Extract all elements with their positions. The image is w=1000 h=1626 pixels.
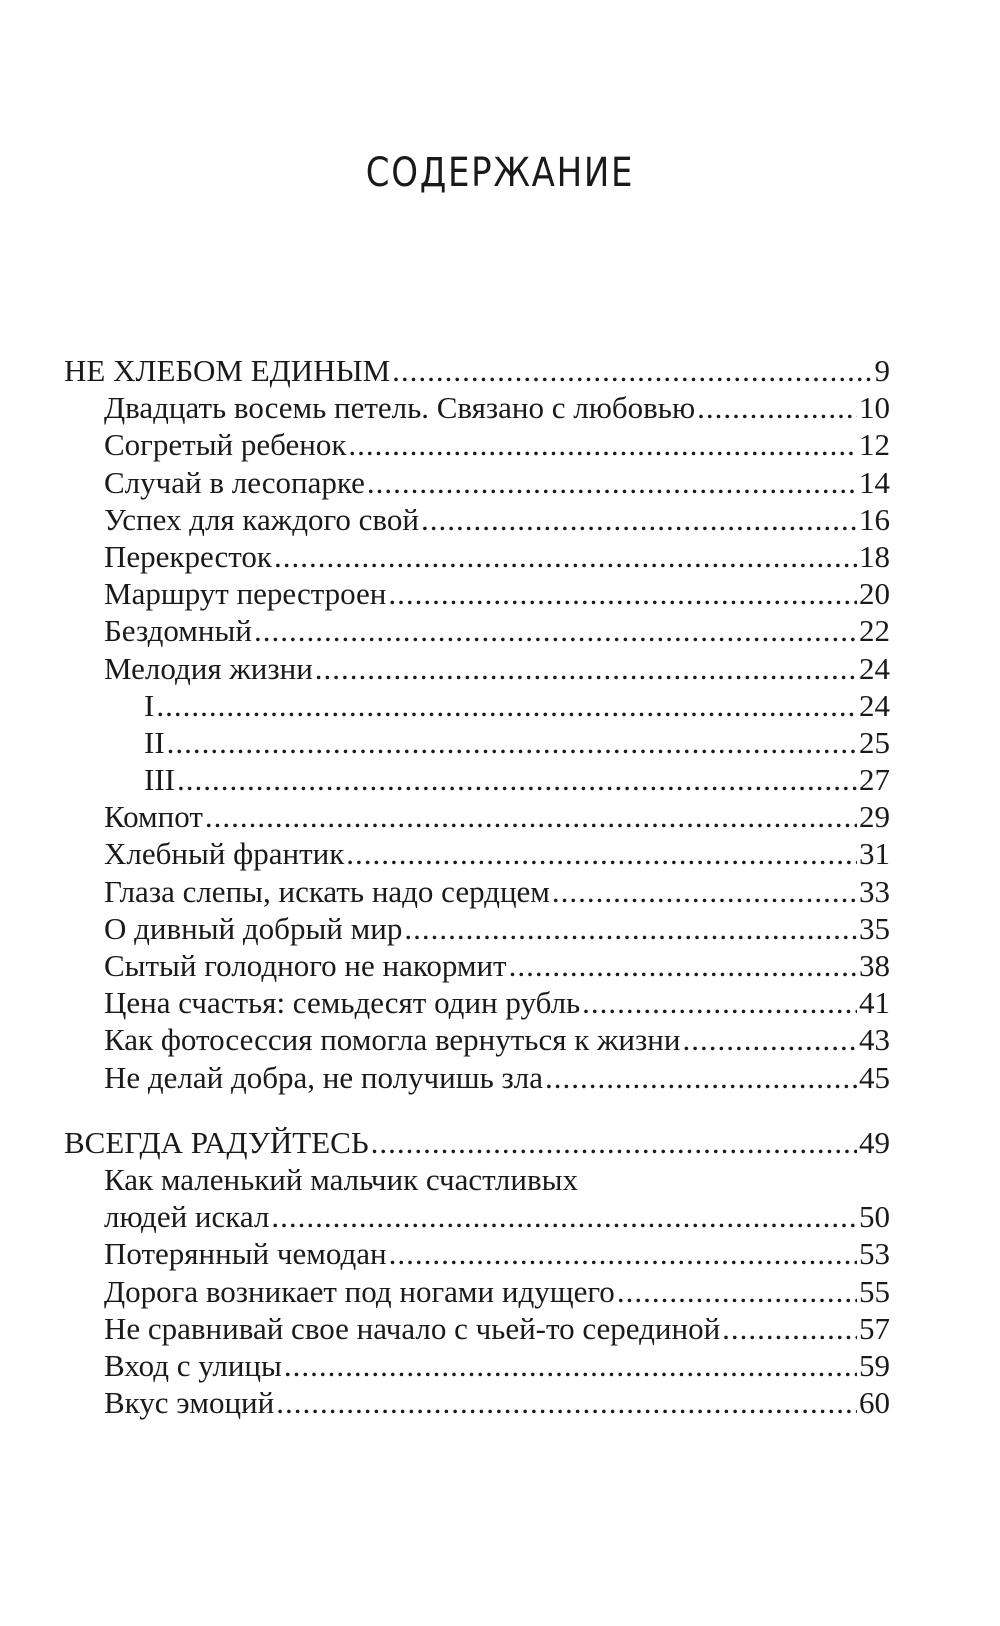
page-number: 49 <box>859 1124 890 1160</box>
toc-entry[interactable] <box>104 1273 890 1310</box>
toc-entry[interactable] <box>104 947 890 984</box>
dot-leader <box>177 761 857 798</box>
page-number: 31 <box>859 836 890 872</box>
toc-section-heading[interactable] <box>64 1124 890 1161</box>
dot-leader <box>284 1347 857 1384</box>
entry-title: Согретый ребенок <box>104 427 347 463</box>
entry-title: Дорога возникает под ногами идущего <box>104 1273 615 1309</box>
dot-leader <box>315 650 857 687</box>
toc-entry[interactable] <box>104 650 890 687</box>
dot-leader <box>617 1273 857 1310</box>
toc-entry[interactable] <box>104 835 890 872</box>
entry-title: О дивный добрый мир <box>104 910 403 946</box>
page-number: 20 <box>859 576 890 612</box>
section-title: ВСЕГДА РАДУЙТЕСЬ <box>64 1124 369 1160</box>
entry-title: I <box>144 687 155 723</box>
dot-leader <box>421 501 857 538</box>
page-number: 22 <box>859 613 890 649</box>
page-number: 43 <box>859 1022 890 1058</box>
page-number: 16 <box>859 501 890 537</box>
dot-leader <box>545 1059 857 1096</box>
page-number: 53 <box>859 1236 890 1272</box>
entry-title: Вход с улицы <box>104 1347 282 1383</box>
dot-leader <box>371 1124 857 1161</box>
dot-leader <box>509 947 857 984</box>
page-number: 29 <box>859 799 890 835</box>
entry-title: Глаза слепы, искать надо сердцем <box>104 873 550 909</box>
section-title: НЕ ХЛЕБОМ ЕДИНЫМ <box>64 353 391 388</box>
toc-entry[interactable] <box>104 501 890 538</box>
dot-leader <box>271 1198 857 1235</box>
toc-subentry[interactable] <box>144 687 890 724</box>
toc-entry[interactable] <box>104 612 890 649</box>
entry-title: Перекресток <box>104 538 272 574</box>
toc-subentry[interactable] <box>144 724 890 761</box>
toc-entry[interactable] <box>104 575 890 612</box>
entry-title: людей искал <box>104 1199 270 1235</box>
page-number: 35 <box>859 910 890 946</box>
dot-leader <box>156 687 857 724</box>
toc-entry[interactable] <box>104 910 890 947</box>
toc-entry[interactable] <box>104 389 890 426</box>
dot-leader <box>348 426 857 463</box>
entry-title: Случай в лесопарке <box>104 464 365 500</box>
toc-entry[interactable] <box>104 538 890 575</box>
entry-title: Компот <box>104 799 203 835</box>
entry-title: Вкус эмоций <box>104 1385 275 1421</box>
entry-title: III <box>144 762 175 798</box>
entry-title: Бездомный <box>104 613 252 649</box>
entry-title: Хлебный франтик <box>104 836 345 872</box>
entry-title: Цена счастья: семьдесят один рубль <box>104 985 581 1021</box>
toc-entry[interactable] <box>104 873 890 910</box>
toc-entry[interactable] <box>104 1021 890 1058</box>
toc-section-1 <box>0 352 1000 1096</box>
page-number: 55 <box>859 1273 890 1309</box>
toc-entry[interactable] <box>104 984 890 1021</box>
page-number: 33 <box>859 873 890 909</box>
toc-section-heading[interactable] <box>64 352 890 389</box>
dot-leader <box>389 1235 857 1272</box>
table-of-contents <box>0 352 1000 1449</box>
entry-title: Не сравнивай свое начало с чьей-то серединой <box>104 1310 721 1346</box>
toc-entry[interactable] <box>104 1310 890 1347</box>
toc-section-2 <box>0 1124 1000 1422</box>
toc-entry[interactable] <box>104 1347 890 1384</box>
toc-entry[interactable] <box>104 798 890 835</box>
page-title: СОДЕРЖАНИЕ <box>365 150 635 196</box>
page-number: 25 <box>859 724 890 760</box>
entry-title: Не делай добра, не получишь зла <box>104 1059 543 1095</box>
entry-title: Успех для каждого свой <box>104 501 419 537</box>
dot-leader <box>254 612 857 649</box>
page-number: 14 <box>859 464 890 500</box>
toc-entry[interactable] <box>104 1198 890 1235</box>
dot-leader <box>274 538 857 575</box>
dot-leader <box>682 1021 857 1058</box>
dot-leader <box>167 724 857 761</box>
dot-leader <box>697 389 857 426</box>
toc-entry-first-line[interactable]: Как маленький мальчик счастливых <box>104 1161 578 1197</box>
page-number: 50 <box>859 1199 890 1235</box>
dot-leader <box>276 1384 857 1421</box>
page-number: 27 <box>859 762 890 798</box>
toc-entry[interactable] <box>104 1384 890 1421</box>
page-number: 57 <box>859 1310 890 1346</box>
page-number: 41 <box>859 985 890 1021</box>
entry-title: Маршрут перестроен <box>104 576 387 612</box>
entry-title: Мелодия жизни <box>104 650 313 686</box>
page-number: 60 <box>859 1385 890 1421</box>
dot-leader <box>392 352 872 389</box>
page-number: 59 <box>859 1347 890 1383</box>
page-number: 18 <box>859 538 890 574</box>
dot-leader <box>367 464 857 501</box>
entry-title: Как фотосессия помогла вернуться к жизни <box>104 1022 681 1058</box>
dot-leader <box>582 984 857 1021</box>
toc-entry[interactable] <box>104 1235 890 1272</box>
dot-leader <box>388 575 857 612</box>
page-number: 38 <box>859 948 890 983</box>
page-number: 10 <box>859 390 890 426</box>
page-number: 45 <box>859 1059 890 1095</box>
entry-title: Потерянный чемодан <box>104 1236 387 1272</box>
toc-entry[interactable] <box>104 1059 890 1096</box>
entry-title: Двадцать восемь петель. Связано с любовью <box>104 390 696 426</box>
dot-leader <box>205 798 857 835</box>
page-number: 24 <box>859 650 890 686</box>
page-number: 24 <box>859 687 890 723</box>
dot-leader <box>722 1310 857 1347</box>
entry-title: Сытый голодного не накормит <box>104 948 507 983</box>
page-number: 12 <box>859 427 890 463</box>
page-number: 9 <box>874 353 890 388</box>
toc-subentry[interactable] <box>144 761 890 798</box>
entry-title: II <box>144 724 165 760</box>
dot-leader <box>346 835 857 872</box>
toc-entry[interactable] <box>104 426 890 463</box>
dot-leader <box>552 873 857 910</box>
dot-leader <box>404 910 857 947</box>
toc-entry[interactable] <box>104 464 890 501</box>
